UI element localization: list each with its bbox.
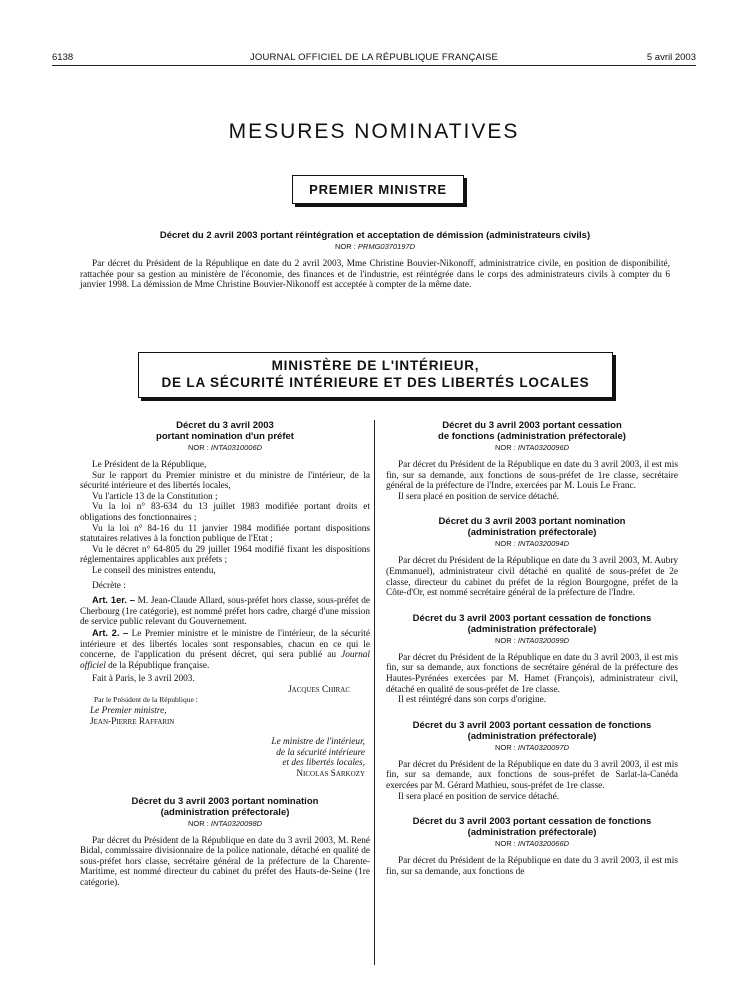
decree-text: Par décret du Président de la République en date du 2 avril 2003, Mme Christine Bouvier-Nikonoff, administratrice civile, en position de disponibilité, rattachée pour sa gestion au ministère de l'économie, des finances et de l'industrie, est réintégrée dans le corps des administrateurs civils à compter du 6 janvier 1998. La démission de Mme Christine Bouvier-Nikonoff est acceptée à compter de la même date. [80,259,670,291]
decree-block [386,420,678,502]
nor-reference: NOR : INTA0320098D [187,818,263,828]
left-column [80,420,370,889]
decree-title: Décret du 3 avril 2003 portant cessation de fonctions (administration préfectorale) [412,816,652,839]
nor-reference: NOR : INTA0320066D [494,839,570,849]
nor-reference: NOR : INTA0320094D [494,539,570,549]
decree-title: Décret du 3 avril 2003 portant nomination d'un préfet [156,420,294,442]
decree-block [386,613,678,706]
issue-date: 5 avril 2003 [646,52,696,63]
decree-body: Le Président de la République, Sur le rapport du Premier ministre et du ministre de l'intérieur, de la sécurité intérieure et des libertés locales, Vu l'article 13 de la Constitution ; Vu la loi n° 83-634 du 13 juillet 1983 modifiée portant droits et obligations des fonctionnaires ; Vu la loi n° 84-16 du 11 janvier 1984 modifiée portant dispositions statutaires relatives à la fonction publique de l'Etat ; Vu le décret n° 64-805 du 29 juillet 1964 modifié fixant les dispositions réglementaires applicables aux préfets ; Le conseil des ministres entendu, Décrète : Art. 1er. – M. Jean-Claude Allard, sous-préfet hors classe, sous-préfet de Cherbourg (1re catégorie), est nommé préfet hors cadre, chargé d'une mission de service public relevant du Gouvernement. Art. 2. – Le Premier ministre et le ministre de l'intérieur, de la sécurité intérieure et des libertés locales sont responsables, chacun en ce qui le concerne, de l'application du présent décret, qui sera publié au Journal officiel de la République française. Fait à Paris, le 3 avril 2003. [80,460,370,685]
right-column [386,420,678,877]
decree-block-1 [80,230,670,291]
decree-text: Par décret du Président de la République en date du 3 avril 2003, il est mis fin, sur sa demande, aux fonctions de sous-préfet de Sarlat-la-Canéda exercées par M. Gérard Mathieu, sous-préfet de 1re classe. Il sera placé en position de service détaché. [386,759,678,802]
ministry-box-premier-ministre: PREMIER MINISTRE [292,175,464,204]
decree-title: Décret du 3 avril 2003 portant nomination (administration préfectorale) [131,795,319,818]
signature-president: Jacques Chirac [288,684,350,695]
signature-minister: Nicolas Sarkozy [296,769,365,780]
decree-text: Par décret du Président de la République en date du 3 avril 2003, il est mis fin, sur sa demande, aux fonctions de [386,856,678,877]
nor-reference: NOR : INTA0320097D [494,742,570,752]
decree-text: Par décret du Président de la République en date du 3 avril 2003, M. Aubry (Emmanuel), administrateur civil détaché en qualité de sous-préfet de 2e classe, directeur du cabinet du préfet de la région Bourgogne, préfet de la Côte-d'Or, est nommé secrétaire général de la préfecture de l'Indre. [386,556,678,599]
journal-title: JOURNAL OFFICIEL DE LA RÉPUBLIQUE FRANÇAISE [249,52,499,63]
decree-text: Par décret du Président de la République en date du 3 avril 2003, M. René Bidal, commissaire divisionnaire de la police nationale, détaché en qualité de sous-préfet hors classe, secrétaire général de la préfecture de la Charente-Maritime, est nommé directeur du cabinet du préfet des Hauts-de-Seine (1re catégorie). [80,835,370,888]
page-header [52,52,696,66]
page-number: 6138 [52,52,74,63]
ministry-box-interieur [138,352,613,398]
decree-block [386,816,678,877]
decree-title: Décret du 3 avril 2003 portant cessation de fonctions (administration préfectorale) [412,612,652,635]
nor-reference: NOR : INTA0320099D [494,635,570,645]
header-rule [52,65,696,66]
ministry-line-1: MINISTÈRE DE L'INTÉRIEUR, [271,358,480,373]
nor-reference: NOR : PRMG0370197D [334,242,416,251]
decree-title: Décret du 2 avril 2003 portant réintégration et acceptation de démission (administrateurs civils) [159,230,591,241]
nor-reference: NOR : INTA0310006D [187,443,263,452]
section-title: MESURES NOMINATIVES [228,120,520,143]
column-divider [374,420,375,965]
ministry-line-2: DE LA SÉCURITÉ INTÉRIEURE ET DES LIBERTÉS LOCALES [161,375,590,390]
decree-title: Décret du 3 avril 2003 portant nomination (administration préfectorale) [438,516,626,539]
signature-block: Jacques Chirac Par le Président de la République : Le Premier ministre, Jean-Pierre Raffarin Le ministre de l'intérieur, de la sécurité intérieure et des libertés locales, Nicolas Sarkozy [80,685,370,780]
decree-text: Par décret du Président de la République en date du 3 avril 2003, il est mis fin, sur sa demande, aux fonctions de secrétaire général de la préfecture des Hautes-Pyrénées exercées par M. Hamet (François), administrateur civil, détaché en qualité de sous-préfet de 1re classe. Il est réintégré dans son corps d'origine. [386,652,678,706]
decree-title: Décret du 3 avril 2003 portant cessation de fonctions (administration préfectorale) [438,420,626,442]
decree-text: Par décret du Président de la République en date du 3 avril 2003, il est mis fin, sur sa demande, aux fonctions de sous-préfet de 1re classe, secrétaire général de la préfecture de l'Indre, exercées par M. Louis Le Franc. Il sera placé en position de service détaché. [386,460,678,502]
decree-title: Décret du 3 avril 2003 portant cessation de fonctions (administration préfectorale) [412,719,652,742]
decree-block [386,516,678,598]
decree-block [386,720,678,802]
signature-pm: Jean-Pierre Raffarin [90,716,175,727]
nor-reference: NOR : INTA0320096D [494,443,570,452]
